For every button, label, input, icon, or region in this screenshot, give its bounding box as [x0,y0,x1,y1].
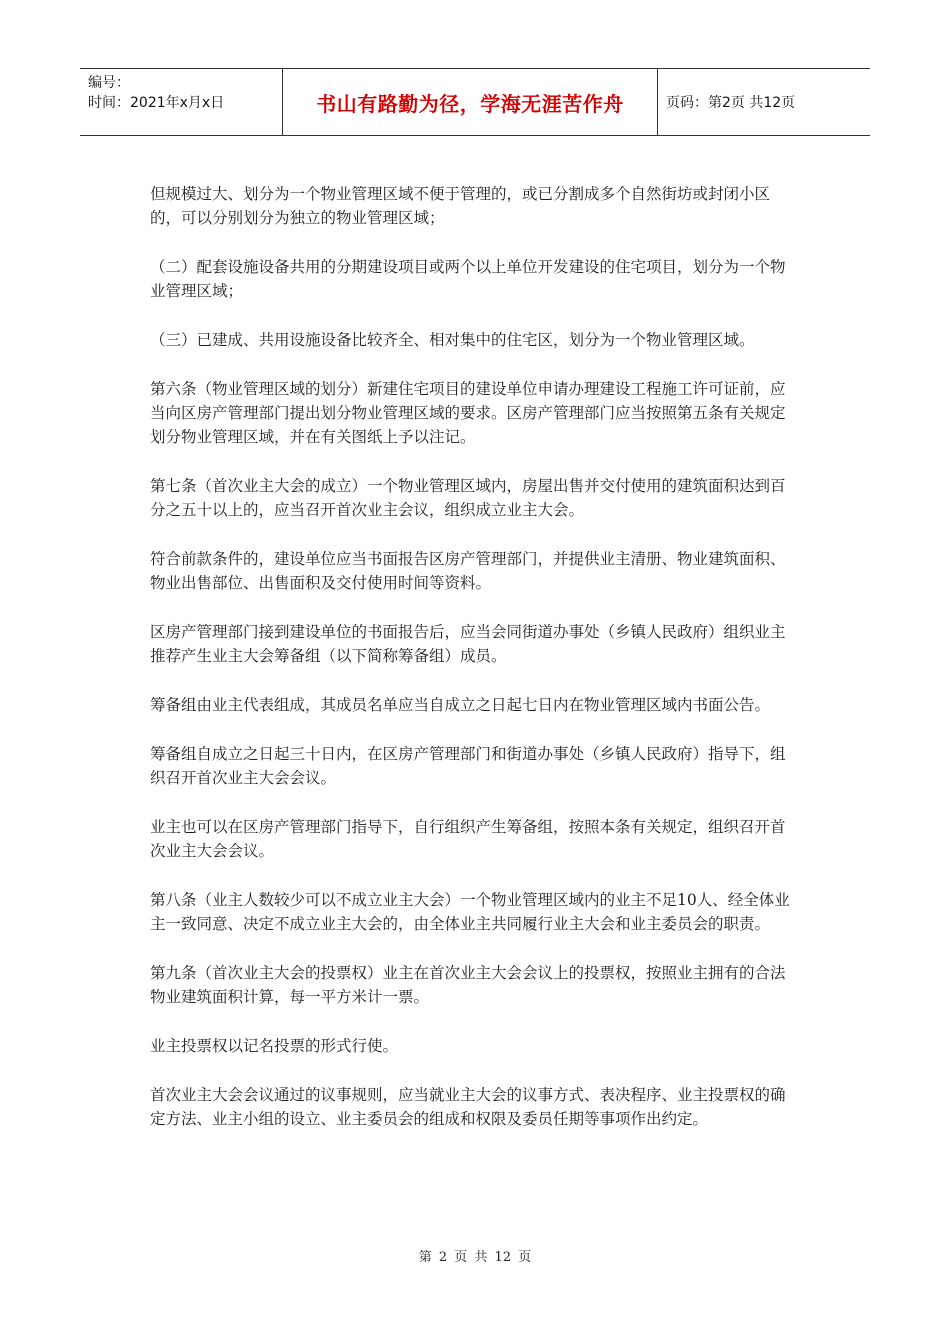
paragraph: 区房产管理部门接到建设单位的书面报告后，应当会同街道办事处（乡镇人民政府）组织业主推荐产生业主大会筹备组（以下简称筹备组）成员。 [150,623,786,665]
paragraph: 业主投票权以记名投票的形式行使。 [150,1037,399,1055]
paragraph: 第八条（业主人数较少可以不成立业主大会）一个物业管理区域内的业主不足10人、经全体业主一致同意、决定不成立业主大会的，由全体业主共同履行业主大会和业主委员会的职责。 [150,891,790,933]
paragraph: 第七条（首次业主大会的成立）一个物业管理区域内，房屋出售并交付使用的建筑面积达到百分之五十以上的，应当召开首次业主会议，组织成立业主大会。 [150,477,786,519]
paragraph: 筹备组由业主代表组成，其成员名单应当自成立之日起七日内在物业管理区域内书面公告。 [150,696,771,714]
paragraph: 筹备组自成立之日起三十日内，在区房产管理部门和街道办事处（乡镇人民政府）指导下，组织召开首次业主大会会议。 [150,745,786,787]
header-page-number: 页码：第2页 共12页 [666,95,796,111]
page-header [80,68,870,136]
document-body [150,182,792,1156]
paragraph: （二）配套设施设备共用的分期建设项目或两个以上单位开发建设的住宅项目，划分为一个物业管理区域； [150,258,786,300]
header-motto: 书山有路勤为径，学海无涯苦作舟 [316,91,624,116]
time-label: 时间：2021年x月x日 [88,95,225,111]
paragraph: 业主也可以在区房产管理部门指导下，自行组织产生筹备组，按照本条有关规定，组织召开首次业主大会会议。 [150,818,786,860]
paragraph: 符合前款条件的，建设单位应当书面报告区房产管理部门，并提供业主清册、物业建筑面积、物业出售部位、出售面积及交付使用时间等资料。 [150,550,786,592]
paragraph: 第九条（首次业主大会的投票权）业主在首次业主大会会议上的投票权，按照业主拥有的合法物业建筑面积计算，每一平方米计一票。 [150,964,786,1006]
page-footer: 第 2 页 共 12 页 [418,1250,532,1265]
paragraph: 首次业主大会会议通过的议事规则，应当就业主大会的议事方式、表决程序、业主投票权的确定方法、业主小组的设立、业主委员会的组成和权限及委员任期等事项作出约定。 [150,1086,786,1128]
paragraph: （三）已建成、共用设施设备比较齐全、相对集中的住宅区，划分为一个物业管理区域。 [150,331,755,349]
header-divider-right [657,69,658,135]
paragraph: 第六条（物业管理区域的划分）新建住宅项目的建设单位申请办理建设工程施工许可证前，应当向区房产管理部门提出划分物业管理区域的要求。区房产管理部门应当按照第五条有关规定划分物业管理区域，并在有关图纸上予以注记。 [150,380,786,446]
serial-label: 编号： [88,75,130,91]
header-meta [88,73,288,113]
paragraph: 但规模过大、划分为一个物业管理区域不便于管理的，或已分割成多个自然街坊或封闭小区的，可以分别划分为独立的物业管理区域； [150,185,771,227]
